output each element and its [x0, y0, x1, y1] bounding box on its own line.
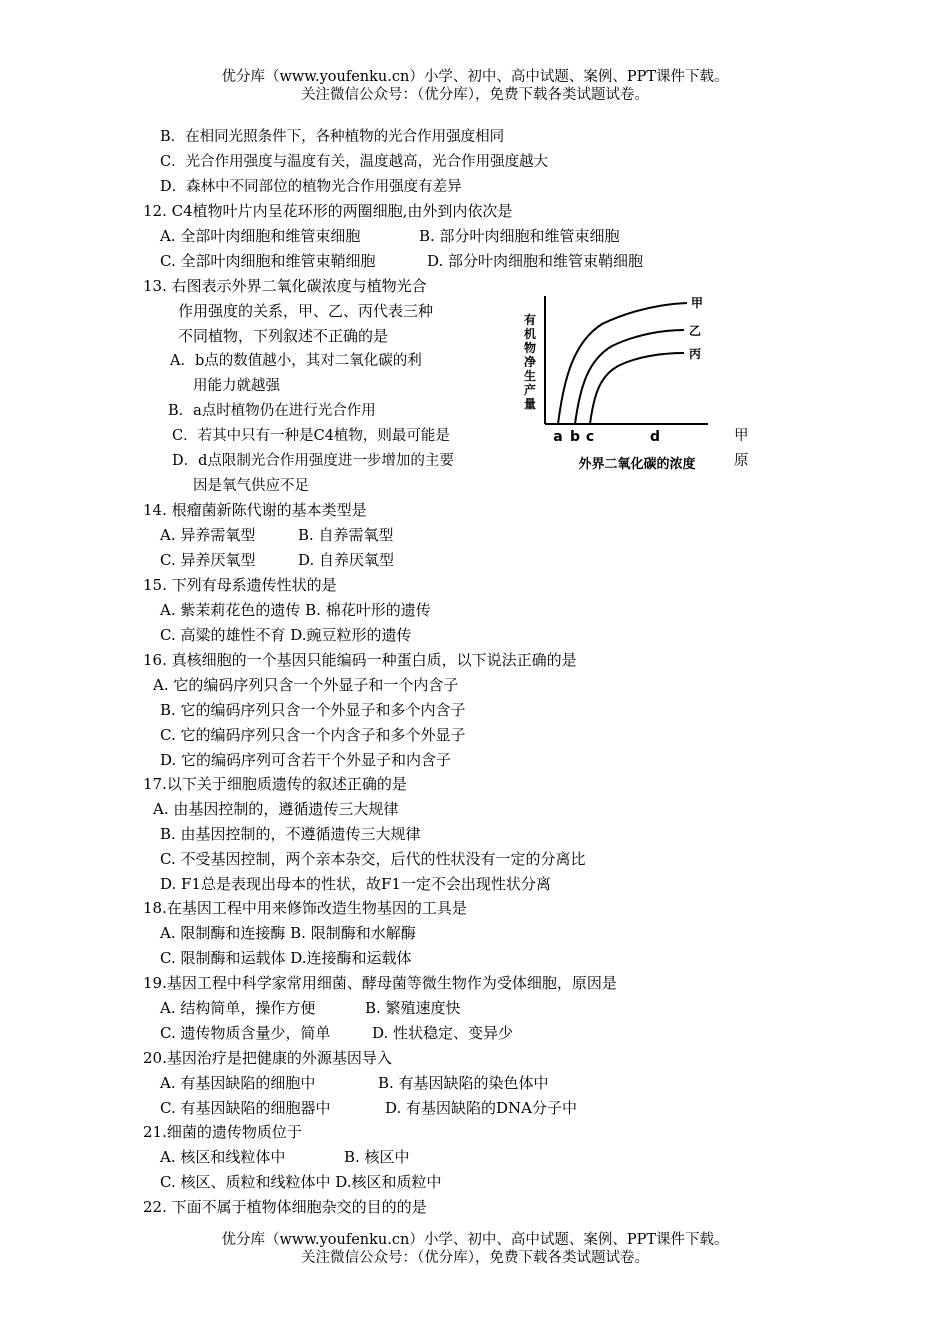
page-footer-line-1: 优分库（www.youfenku.cn）小学、初中、高中试题、案例、PPT课件下载。 — [221, 1232, 729, 1248]
q21-options-cd: C. 核区、质粒和线粒体中 D.核区和质粒中 — [160, 1173, 442, 1191]
chart-y-axis-label-char: 产 — [523, 383, 537, 397]
q21-option-b: B. 核区中 — [344, 1148, 410, 1166]
q14-option-a: A. 异养需氧型 — [160, 526, 256, 544]
chart-x-tick-c: c — [585, 429, 595, 445]
q16-option-d: D. 它的编码序列可含若干个外显子和内含子 — [160, 751, 452, 769]
q17-option-c: C. 不受基因控制，两个亲本杂交，后代的性状没有一定的分离比 — [160, 850, 586, 868]
q17-stem: 17.以下关于细胞质遗传的叙述正确的是 — [143, 775, 407, 793]
q20-option-c: C. 有基因缺陷的细胞器中 — [160, 1099, 331, 1117]
chart-y-axis-label-char: 有 — [523, 313, 537, 327]
q20-option-d: D. 有基因缺陷的DNA分子中 — [385, 1099, 578, 1117]
q16-option-b: B. 它的编码序列只含一个外显子和多个内含子 — [160, 701, 466, 719]
chart-series-label-3: 丙 — [689, 347, 702, 361]
q12-option-c: C. 全部叶肉细胞和维管束鞘细胞 — [160, 252, 376, 270]
q22-stem: 22. 下面不属于植物体细胞杂交的目的的是 — [143, 1198, 427, 1216]
q17-option-b: B. 由基因控制的，不遵循遗传三大规律 — [160, 825, 421, 843]
q19-option-c: C. 遗传物质含量少，简单 — [160, 1024, 331, 1042]
q18-options-ab: A. 限制酶和连接酶 B. 限制酶和水解酶 — [160, 924, 416, 942]
q20-stem: 20.基因治疗是把健康的外源基因导入 — [143, 1049, 392, 1067]
q19-stem: 19.基因工程中科学家常用细菌、酵母菌等微生物作为受体细胞，原因是 — [143, 974, 617, 992]
q12-option-a: A. 全部叶肉细胞和维管束细胞 — [160, 227, 361, 245]
q20-option-a: A. 有基因缺陷的细胞中 — [160, 1074, 316, 1092]
q13-option-d-line-2: 因是氧气供应不足 — [193, 478, 309, 494]
q13-stem-line-3: 不同植物，下列叙述不正确的是 — [178, 327, 389, 345]
q16-option-a: A. 它的编码序列只含一个外显子和一个内含子 — [153, 676, 459, 694]
q15-stem: 15. 下列有母系遗传性状的是 — [143, 576, 337, 594]
q15-options-cd: C. 高粱的雄性不育 D.豌豆粒形的遗传 — [160, 626, 412, 644]
page-footer-line-2: 关注微信公众号：（优分库），免费下载各类试题试卷。 — [301, 1250, 649, 1266]
q12-stem: 12. C4植物叶片内呈花环形的两圈细胞,由外到内依次是 — [143, 202, 513, 220]
q18-stem: 18.在基因工程中用来修饰改造生物基因的工具是 — [143, 899, 467, 917]
chart-y-axis-label-char: 量 — [523, 397, 537, 411]
chart-x-tick-a: a — [553, 429, 563, 445]
page-header-line-1: 优分库（www.youfenku.cn）小学、初中、高中试题、案例、PPT课件下载。 — [221, 69, 729, 85]
page-header-line-2: 关注微信公众号：（优分库），免费下载各类试题试卷。 — [301, 87, 649, 103]
q11-option-b: B．在相同光照条件下，各种植物的光合作用强度相同 — [160, 129, 505, 145]
q14-option-c: C. 异养厌氧型 — [160, 551, 256, 569]
q13-option-c-tail: 甲 — [734, 428, 749, 444]
q13-stem-line-1: 13. 右图表示外界二氧化碳浓度与植物光合 — [143, 277, 427, 295]
chart-x-tick-d: d — [649, 429, 661, 445]
chart-x-axis-label: 外界二氧化碳的浓度 — [578, 457, 696, 472]
chart-series-line-3 — [590, 353, 684, 424]
q13-chart — [512, 292, 762, 478]
q19-option-d: D. 性状稳定、变异少 — [372, 1024, 514, 1042]
q13-option-a-line-2: 用能力就越强 — [193, 378, 280, 394]
chart-y-axis-label-char: 净 — [523, 355, 537, 369]
q19-option-b: B. 繁殖速度快 — [365, 999, 461, 1017]
q12-option-b: B. 部分叶肉细胞和维管束细胞 — [419, 227, 620, 245]
q14-option-d: D. 自养厌氧型 — [298, 551, 395, 569]
q21-option-a: A. 核区和线粒体中 — [160, 1148, 286, 1166]
q16-stem: 16. 真核细胞的一个基因只能编码一种蛋白质，以下说法正确的是 — [143, 651, 577, 669]
q13-option-d-tail: 原 — [734, 453, 749, 469]
chart-y-axis-label-char: 机 — [523, 327, 537, 341]
q17-option-a: A. 由基因控制的，遵循遗传三大规律 — [153, 800, 399, 818]
chart-series-label-1: 甲 — [691, 296, 704, 310]
q15-options-ab: A. 紫茉莉花色的遗传 B. 棉花叶形的遗传 — [160, 601, 431, 619]
q21-stem: 21.细菌的遗传物质位于 — [143, 1123, 302, 1141]
q18-options-cd: C. 限制酶和运载体 D.连接酶和运载体 — [160, 949, 412, 967]
q14-stem: 14. 根瘤菌新陈代谢的基本类型是 — [143, 501, 367, 519]
q13-option-d-line-1: D．d点限制光合作用强度进一步增加的主要 — [172, 453, 454, 469]
q12-option-d: D. 部分叶肉细胞和维管束鞘细胞 — [427, 252, 644, 270]
chart-y-axis-label-char: 生 — [523, 369, 537, 383]
q17-option-d: D. F1总是表现出母本的性状，故F1一定不会出现性状分离 — [160, 875, 551, 893]
q20-option-b: B. 有基因缺陷的染色体中 — [378, 1074, 549, 1092]
q19-option-a: A. 结构简单，操作方便 — [160, 999, 316, 1017]
q13-option-a-line-1: A．b点的数值越小，其对二氧化碳的利 — [170, 353, 422, 369]
q13-option-b: B．a点时植物仍在进行光合作用 — [168, 403, 376, 419]
q13-stem-line-2: 作用强度的关系，甲、乙、丙代表三种 — [178, 302, 434, 320]
chart-series-label-2: 乙 — [689, 324, 702, 338]
q14-option-b: B. 自养需氧型 — [298, 526, 394, 544]
q13-option-c: C．若其中只有一种是C4植物，则最可能是 — [172, 428, 450, 444]
q11-option-d: D．森林中不同部位的植物光合作用强度有差异 — [160, 179, 462, 195]
chart-y-axis-label — [524, 312, 537, 411]
q16-option-c: C. 它的编码序列只含一个内含子和多个外显子 — [160, 726, 466, 744]
q11-option-c: C．光合作用强度与温度有关，温度越高，光合作用强度越大 — [160, 154, 549, 170]
chart-y-axis-label-char: 物 — [523, 341, 537, 355]
chart-x-tick-b: b — [569, 429, 581, 445]
